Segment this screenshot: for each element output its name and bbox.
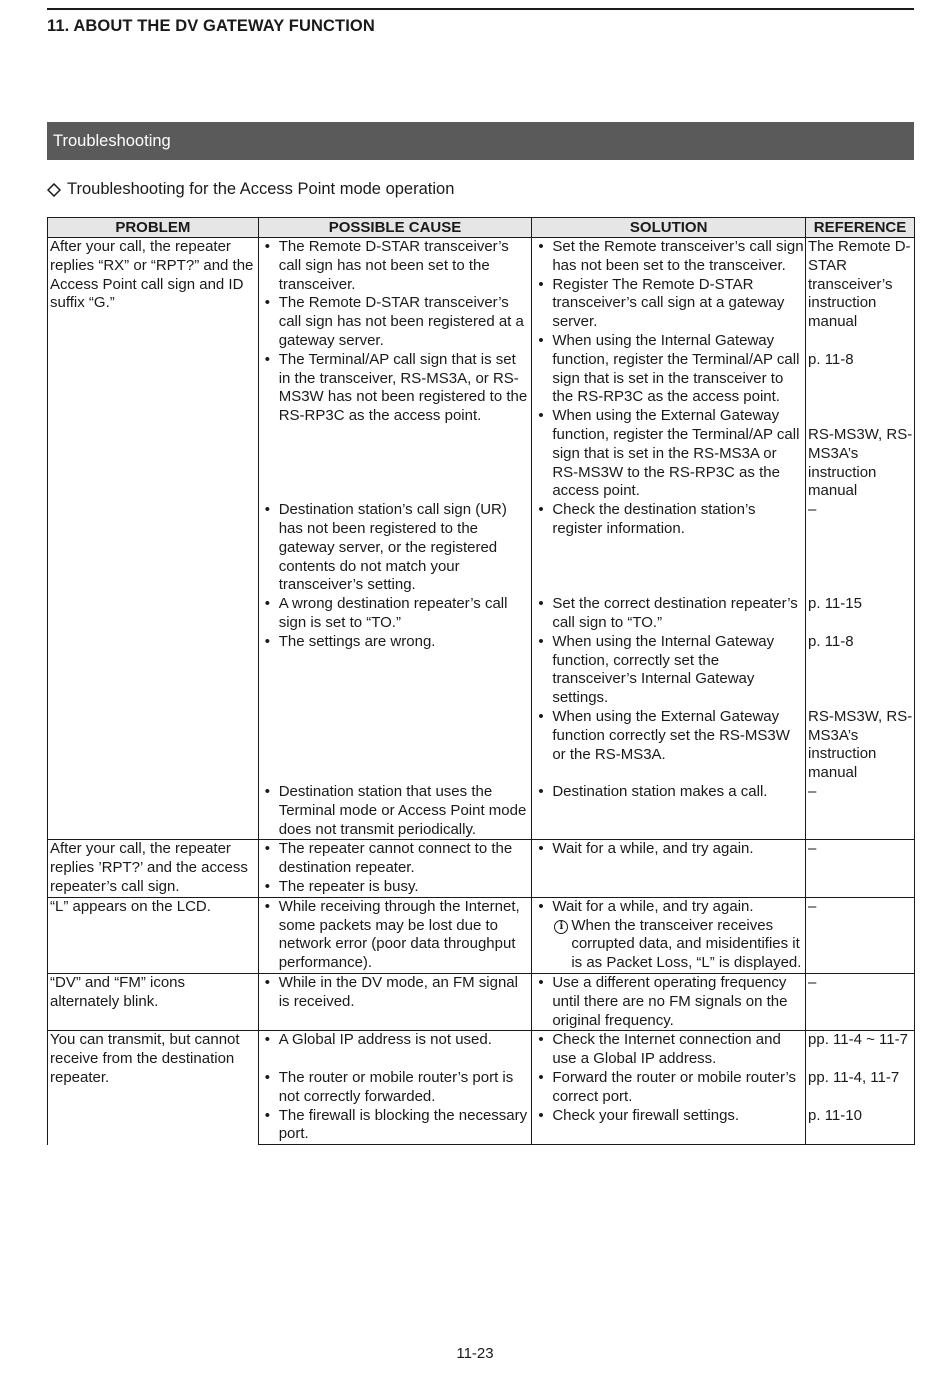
reference-cell: [806, 1069, 915, 1107]
solution-cell: [532, 1031, 806, 1069]
solution-cell: [532, 973, 806, 1030]
reference-cell: [806, 1031, 915, 1069]
cause-cell: [258, 238, 532, 502]
solution-item: • When using the External Gateway function correctly set the RS-MS3W or the RS-MS3A.: [534, 708, 804, 764]
reference-item: –: [808, 973, 817, 991]
table-row: [48, 238, 915, 502]
reference-item: pp. 11-4 ~ 11-7: [808, 1031, 908, 1049]
section-title: Troubleshooting: [53, 132, 171, 150]
reference-cell: [806, 783, 915, 840]
troubleshooting-table: [47, 217, 915, 1145]
cause-item: • The Terminal/AP call sign that is set in the transceiver, RS-MS3A, or RS-MS3W has not been registered to the RS-RP3C as the access point.: [261, 351, 531, 426]
solution-cell: [532, 501, 806, 595]
solution-cell: [532, 633, 806, 783]
cause-item: • While in the DV mode, an FM signal is received.: [261, 974, 531, 1012]
reference-item: pp. 11-4, 11-7: [808, 1068, 900, 1086]
cause-cell: [258, 501, 532, 595]
chapter-title: 11. ABOUT THE DV GATEWAY FUNCTION: [47, 17, 375, 35]
solution-item: • Register The Remote D-STAR transceiver’s call sign at a gateway server.: [534, 276, 804, 332]
solution-item: • Wait for a while, and try again.: [534, 898, 804, 917]
column-header-possible-cause: POSSIBLE CAUSE: [258, 218, 532, 238]
cause-cell: [258, 840, 532, 897]
cause-item: • The firewall is blocking the necessary port.: [261, 1107, 531, 1145]
subsection-title: Troubleshooting for the Access Point mode operation: [67, 180, 455, 198]
cause-cell: [258, 783, 532, 840]
reference-item: p. 11-10: [808, 1106, 862, 1124]
column-header-solution: SOLUTION: [532, 218, 806, 238]
subsection-heading: [47, 180, 454, 199]
table-row: [48, 897, 915, 973]
reference-cell: [806, 633, 915, 783]
section-bar: [47, 122, 914, 160]
top-rule: [47, 8, 914, 10]
solution-item: • When using the External Gateway function, register the Terminal/AP call sign that is set in the RS-MS3A or RS-MS3W to the RS-RP3C as the access point.: [534, 407, 804, 501]
solution-item: • Wait for a while, and try again.: [534, 840, 804, 859]
solution-item: • Check the Internet connection and use a Global IP address.: [534, 1031, 804, 1069]
cause-cell: [258, 633, 532, 783]
reference-cell: [806, 238, 915, 502]
cause-item: • The router or mobile router’s port is not correctly forwarded.: [261, 1069, 531, 1107]
cause-cell: [258, 1069, 532, 1107]
cause-item: • The Remote D-STAR transceiver’s call sign has not been registered at a gateway server.: [261, 294, 531, 350]
solution-cell: [532, 1069, 806, 1107]
column-header-problem: PROBLEM: [48, 218, 259, 238]
solution-item: • When using the Internal Gateway function, register the Terminal/AP call sign that is set in the transceiver to the RS-RP3C as the access point.: [534, 332, 804, 407]
cause-item: • Destination station that uses the Terminal mode or Access Point mode does not transmit periodically.: [261, 783, 531, 839]
reference-item: RS-MS3W, RS-MS3A’s instruction manual: [808, 426, 913, 500]
problem-cell: You can transmit, but cannot receive from the destination repeater.: [48, 1031, 259, 1145]
reference-item: –: [808, 501, 817, 519]
info-icon: i: [554, 920, 568, 934]
cause-cell: [258, 1031, 532, 1069]
solution-item: • Destination station makes a call.: [534, 783, 804, 802]
cause-item: • The repeater is busy.: [261, 878, 531, 897]
reference-item: p. 11-15: [808, 595, 862, 613]
reference-item: –: [808, 840, 817, 858]
cause-item: • Destination station’s call sign (UR) has not been registered to the gateway server, or the registered contents do not match your transceiver’s setting.: [261, 501, 531, 595]
solution-item: • Set the correct destination repeater’s call sign to “TO.”: [534, 595, 804, 633]
solution-note: i When the transceiver receives corrupted data, and misidentifies it is as Packet Loss, “L” is displayed.: [534, 917, 804, 973]
cause-cell: [258, 973, 532, 1030]
cause-cell: [258, 595, 532, 633]
cause-item: • A Global IP address is not used.: [261, 1031, 531, 1050]
solution-cell: [532, 238, 806, 502]
solution-item: • Set the Remote transceiver’s call sign has not been set to the transceiver.: [534, 238, 804, 276]
reference-item: –: [808, 782, 817, 800]
cause-cell: [258, 1107, 532, 1145]
problem-cell: “L” appears on the LCD.: [48, 897, 259, 973]
problem-cell: After your call, the repeater replies ’RPT?’ and the access repeater’s call sign.: [48, 840, 259, 897]
solution-item: • When using the Internal Gateway function, correctly set the transceiver’s Internal Gateway settings.: [534, 633, 804, 708]
reference-cell: [806, 1107, 915, 1145]
cause-item: • The Remote D-STAR transceiver’s call sign has not been set to the transceiver.: [261, 238, 531, 294]
reference-cell: [806, 897, 915, 973]
page-number: 11-23: [456, 1345, 494, 1362]
solution-item: • Use a different operating frequency until there are no FM signals on the original frequency.: [534, 974, 804, 1030]
reference-cell: [806, 840, 915, 897]
cause-item: • The settings are wrong.: [261, 633, 531, 652]
solution-cell: [532, 840, 806, 897]
column-header-reference: REFERENCE: [806, 218, 915, 238]
problem-cell: “DV” and “FM” icons alternately blink.: [48, 973, 259, 1030]
reference-item: –: [808, 897, 817, 915]
table-header-row: [48, 218, 915, 238]
solution-cell: [532, 897, 806, 973]
solution-item: • Check the destination station’s register information.: [534, 501, 804, 539]
table-row: [48, 973, 915, 1030]
solution-cell: [532, 783, 806, 840]
cause-item: • A wrong destination repeater’s call sign is set to “TO.”: [261, 595, 531, 633]
solution-item: • Check your firewall settings.: [534, 1107, 804, 1126]
problem-cell: After your call, the repeater replies “RX” or “RPT?” and the Access Point call sign and ID suffix “G.”: [48, 238, 259, 840]
table-row: [48, 1031, 915, 1069]
reference-item: RS-MS3W, RS-MS3A’s instruction manual: [808, 707, 913, 782]
reference-item: p. 11-8: [808, 632, 854, 650]
cause-cell: [258, 897, 532, 973]
solution-item: • Forward the router or mobile router’s correct port.: [534, 1069, 804, 1107]
reference-item: p. 11-8: [808, 351, 854, 368]
solution-cell: [532, 1107, 806, 1145]
cause-item: • While receiving through the Internet, some packets may be lost due to network error (poor data throughput performance).: [261, 898, 531, 973]
reference-cell: [806, 501, 915, 595]
reference-cell: [806, 973, 915, 1030]
table-row: [48, 840, 915, 897]
cause-item: • The repeater cannot connect to the destination repeater.: [261, 840, 531, 878]
reference-cell: [806, 595, 915, 633]
solution-cell: [532, 595, 806, 633]
reference-item: The Remote D-STAR transceiver’s instruction manual: [808, 238, 911, 331]
diamond-outline-icon: [47, 183, 61, 197]
